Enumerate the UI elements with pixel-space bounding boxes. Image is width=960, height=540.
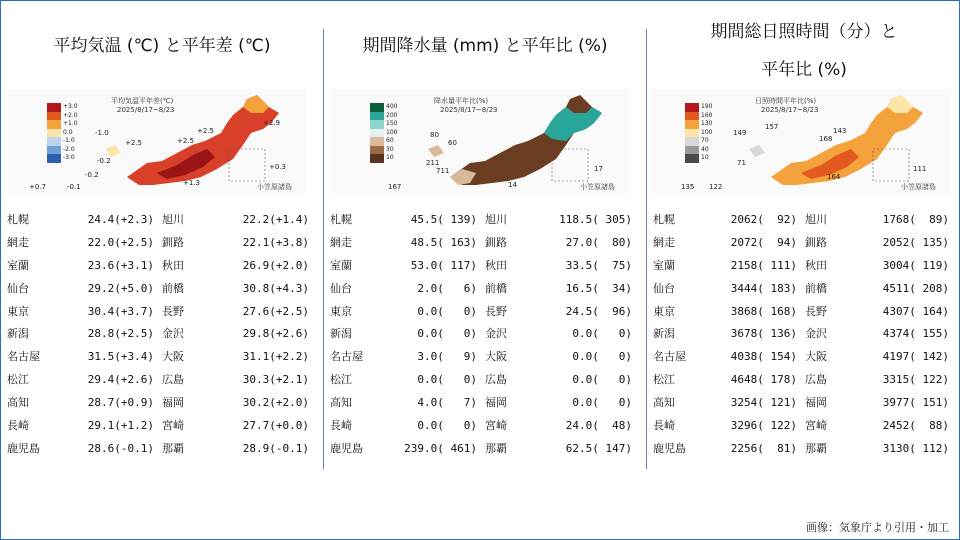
map-title: 平均気温平年差(℃) (111, 97, 174, 105)
legend-label: 30 (386, 145, 394, 153)
station-name: 東京 (653, 304, 675, 318)
station-value: 3678( 136) (730, 327, 797, 341)
station-value: 4038( 154) (730, 350, 797, 364)
station-name: 長野 (805, 304, 827, 318)
legend-label: 40 (701, 145, 709, 153)
legend-swatch (370, 120, 384, 129)
precipitation-title: 期間降水量 (mm) と平年比 (%) (362, 36, 608, 56)
station-value: 2452( 88) (882, 419, 949, 433)
map-value: 71 (737, 159, 746, 167)
station-value: 45.5( 139) (404, 213, 477, 226)
table-row (653, 438, 957, 461)
legend-item (47, 112, 78, 121)
map-title: 降水量平年比(%) (434, 97, 489, 105)
map-value: 168 (819, 135, 833, 143)
legend-swatch (47, 146, 61, 155)
station-value: 2072( 94) (730, 235, 797, 249)
station-value: 3868( 168) (730, 304, 797, 318)
sunshine-panel (647, 1, 960, 540)
legend-label: -2.0 (63, 145, 75, 153)
station-name: 釧路 (485, 235, 507, 249)
station-value: 4.0( 7) (404, 396, 477, 410)
legend-swatch (685, 112, 699, 121)
legend-label: -1.0 (63, 137, 75, 145)
legend-swatch (685, 154, 699, 163)
table-row (330, 415, 640, 438)
station-value: 0.0( 0) (559, 327, 632, 341)
table-row (7, 438, 317, 461)
table-row (653, 255, 957, 278)
legend-label: 10 (701, 154, 709, 162)
station-value: 0.0( 0) (404, 327, 477, 341)
legend-item (685, 112, 712, 121)
station-name: 松江 (653, 373, 675, 387)
map-value: +1.3 (183, 179, 200, 187)
legend-swatch (685, 103, 699, 112)
station-name: 秋田 (805, 258, 827, 272)
legend-swatch (47, 137, 61, 146)
map-value: +0.3 (269, 163, 286, 171)
image-credit: 画像：気象庁より引用・加工 (806, 521, 949, 534)
legend-swatch (47, 112, 61, 121)
legend-item (47, 137, 78, 146)
map-value: -0.2 (85, 171, 99, 179)
station-name: 東京 (330, 304, 352, 318)
station-value: 30.2(+2.0) (242, 396, 309, 410)
station-name: 室蘭 (653, 258, 675, 272)
legend-item (370, 120, 397, 129)
station-value: 0.0( 0) (559, 396, 632, 410)
legend-swatch (685, 137, 699, 146)
station-value: 22.0(+2.5) (87, 235, 154, 249)
table-row (330, 255, 640, 278)
station-value: 24.4(+2.3) (87, 213, 154, 226)
legend-item (47, 129, 78, 138)
temperature-map (7, 89, 307, 193)
legend-item (47, 146, 78, 155)
station-name: 網走 (7, 235, 29, 249)
station-name: 名古屋 (653, 350, 686, 364)
map-value: 149 (733, 129, 747, 137)
station-name: 札幌 (653, 213, 675, 226)
legend-swatch (370, 146, 384, 155)
station-value: 30.8(+4.3) (242, 281, 309, 295)
station-value: 29.2(+5.0) (87, 281, 154, 295)
station-name: 高知 (653, 396, 675, 410)
station-name: 旭川 (805, 213, 827, 226)
sunshine-title-line-1: 期間総日照時間（分）と (710, 22, 898, 42)
station-value: 28.7(+0.9) (87, 396, 154, 410)
table-row (7, 415, 317, 438)
island-shape (105, 145, 121, 157)
station-name: 東京 (7, 304, 29, 318)
map-value: +2.5 (177, 137, 194, 145)
station-value: 4307( 164) (882, 304, 949, 318)
station-name: 鹿児島 (653, 441, 686, 455)
station-value: 3.0( 9) (404, 350, 477, 364)
station-name: 宮崎 (162, 419, 184, 433)
map-value: +0.7 (29, 183, 46, 191)
legend-swatch (370, 137, 384, 146)
map-value: +2.9 (263, 119, 280, 127)
station-value: 62.5( 147) (559, 441, 632, 455)
station-value: 3296( 122) (730, 419, 797, 433)
station-name: 長野 (162, 304, 184, 318)
table-row (653, 346, 957, 369)
station-value: 0.0( 0) (559, 350, 632, 364)
station-value: 28.8(+2.5) (87, 327, 154, 341)
station-name: 新潟 (653, 327, 675, 341)
map-value: +2.5 (197, 127, 214, 135)
legend-label: 70 (701, 137, 709, 145)
station-name: 大阪 (485, 350, 507, 364)
station-name: 福岡 (805, 396, 827, 410)
legend-item (685, 129, 712, 138)
legend-item (370, 137, 397, 146)
station-value: 26.9(+2.0) (242, 258, 309, 272)
table-row (653, 278, 957, 301)
station-name: 宮崎 (805, 419, 827, 433)
station-value: 1768( 89) (882, 213, 949, 226)
station-name: 釧路 (805, 235, 827, 249)
station-value: 31.5(+3.4) (87, 350, 154, 364)
temperature-panel (1, 1, 323, 540)
map-value: 157 (765, 123, 779, 131)
station-value: 27.7(+0.0) (242, 419, 309, 433)
station-name: 長崎 (7, 419, 29, 433)
legend-label: 190 (701, 103, 713, 111)
legend-item (370, 154, 397, 163)
table-row (330, 301, 640, 324)
station-name: 網走 (653, 235, 675, 249)
legend-swatch (370, 103, 384, 112)
table-row (7, 301, 317, 324)
station-value: 3444( 183) (730, 281, 797, 295)
table-row (330, 392, 640, 415)
legend-label: 200 (386, 111, 398, 119)
station-name: 旭川 (162, 213, 184, 226)
legend-label: +3.0 (63, 103, 78, 111)
station-name: 金沢 (805, 327, 827, 341)
table-row (7, 232, 317, 255)
station-name: 名古屋 (7, 350, 40, 364)
map-value: 143 (833, 127, 847, 135)
station-value: 29.4(+2.6) (87, 373, 154, 387)
map-value: 60 (448, 139, 457, 147)
legend-item (685, 154, 712, 163)
station-name: 松江 (330, 373, 352, 387)
table-row (653, 392, 957, 415)
station-value: 2062( 92) (730, 213, 797, 226)
table-row (653, 301, 957, 324)
station-value: 4648( 178) (730, 373, 797, 387)
island-shape (428, 145, 444, 157)
station-value: 28.6(-0.1) (87, 441, 154, 455)
legend-label: 0.0 (63, 128, 73, 136)
legend-swatch (370, 112, 384, 121)
legend-label: 100 (701, 128, 713, 136)
station-name: 室蘭 (330, 258, 352, 272)
legend-swatch (370, 129, 384, 138)
station-value: 3004( 119) (882, 258, 949, 272)
table-row (7, 392, 317, 415)
station-value: 29.8(+2.6) (242, 327, 309, 341)
station-name: 広島 (485, 373, 507, 387)
map-value: +2.5 (125, 139, 142, 147)
legend-label: -3.0 (63, 154, 75, 162)
precipitation-table (330, 209, 640, 461)
station-value: 28.9(-0.1) (242, 441, 309, 455)
legend-swatch (47, 154, 61, 163)
map-value: 164 (827, 173, 841, 181)
table-row (7, 209, 317, 232)
map-value: -0.2 (97, 157, 111, 165)
station-value: 16.5( 34) (559, 281, 632, 295)
table-row (653, 232, 957, 255)
legend-label: 100 (386, 128, 398, 136)
map-value: 122 (709, 183, 723, 191)
station-value: 33.5( 75) (559, 258, 632, 272)
station-name: 那覇 (805, 441, 827, 455)
station-name: 松江 (7, 373, 29, 387)
station-name: 札幌 (7, 213, 29, 226)
station-value: 4511( 208) (882, 281, 949, 295)
station-value: 118.5( 305) (559, 213, 632, 226)
station-name: 高知 (7, 396, 29, 410)
station-value: 27.0( 80) (559, 235, 632, 249)
legend-swatch (47, 120, 61, 129)
legend-swatch (685, 120, 699, 129)
table-row (330, 278, 640, 301)
table-row (653, 209, 957, 232)
ogasawara-label: 小笠原諸島 (901, 183, 936, 191)
station-value: 3977( 151) (882, 396, 949, 410)
station-name: 名古屋 (330, 350, 363, 364)
map-value: 711 (436, 167, 450, 175)
table-row (330, 346, 640, 369)
station-value: 2158( 111) (730, 258, 797, 272)
precipitation-panel (324, 1, 646, 540)
table-row (7, 255, 317, 278)
legend-item (370, 112, 397, 121)
legend-label: 150 (386, 120, 398, 128)
legend-label: 60 (386, 137, 394, 145)
legend-item (685, 137, 712, 146)
station-value: 4197( 142) (882, 350, 949, 364)
station-name: 金沢 (485, 327, 507, 341)
map-title: 日照時間平年比(%) (755, 97, 817, 105)
station-value: 2.0( 6) (404, 281, 477, 295)
station-value: 24.0( 48) (559, 419, 632, 433)
station-name: 大阪 (805, 350, 827, 364)
table-row (330, 232, 640, 255)
station-name: 福岡 (485, 396, 507, 410)
station-value: 0.0( 0) (404, 373, 477, 387)
station-name: 金沢 (162, 327, 184, 341)
table-row (7, 323, 317, 346)
ogasawara-label: 小笠原諸島 (257, 183, 292, 191)
station-name: 那覇 (162, 441, 184, 455)
station-name: 網走 (330, 235, 352, 249)
sunshine-legend (685, 103, 712, 163)
station-name: 仙台 (653, 281, 675, 295)
map-value: 14 (508, 181, 517, 189)
temperature-title: 平均気温 (℃) と平年差 (℃) (53, 36, 271, 56)
map-value: 80 (430, 131, 439, 139)
table-row (330, 438, 640, 461)
station-name: 宮崎 (485, 419, 507, 433)
table-row (330, 323, 640, 346)
station-name: 長崎 (330, 419, 352, 433)
station-value: 3254( 121) (730, 396, 797, 410)
station-value: 22.2(+1.4) (242, 213, 309, 226)
legend-label: 130 (701, 120, 713, 128)
station-value: 23.6(+3.1) (87, 258, 154, 272)
legend-label: 160 (701, 111, 713, 119)
legend-label: 10 (386, 154, 394, 162)
station-name: 前橋 (805, 281, 827, 295)
station-value: 2052( 135) (882, 235, 949, 249)
table-row (7, 346, 317, 369)
sunshine-map (651, 89, 951, 193)
station-name: 大阪 (162, 350, 184, 364)
station-name: 広島 (162, 373, 184, 387)
map-period: 2025/8/17~8/23 (117, 106, 175, 114)
station-name: 旭川 (485, 213, 507, 226)
station-name: 室蘭 (7, 258, 29, 272)
map-period: 2025/8/17~8/23 (440, 106, 498, 114)
legend-item (685, 103, 712, 112)
map-value: 135 (681, 183, 695, 191)
station-name: 秋田 (162, 258, 184, 272)
legend-item (685, 146, 712, 155)
map-period: 2025/8/17~8/23 (761, 106, 819, 114)
station-name: 釧路 (162, 235, 184, 249)
temperature-legend (47, 103, 78, 163)
station-name: 札幌 (330, 213, 352, 226)
legend-label: 400 (386, 103, 398, 111)
legend-swatch (47, 103, 61, 112)
station-name: 前橋 (485, 281, 507, 295)
station-name: 前橋 (162, 281, 184, 295)
legend-item (47, 154, 78, 163)
station-value: 30.4(+3.7) (87, 304, 154, 318)
station-name: 秋田 (485, 258, 507, 272)
table-row (330, 209, 640, 232)
legend-swatch (47, 129, 61, 138)
station-value: 22.1(+3.8) (242, 235, 309, 249)
sunshine-table (653, 209, 957, 461)
table-row (7, 278, 317, 301)
precipitation-map (330, 89, 630, 193)
station-name: 長崎 (653, 419, 675, 433)
station-value: 30.3(+2.1) (242, 373, 309, 387)
sunshine-title-line-2: 平年比 (%) (761, 60, 847, 80)
station-value: 24.5( 96) (559, 304, 632, 318)
table-row (653, 323, 957, 346)
station-name: 新潟 (330, 327, 352, 341)
station-value: 2256( 81) (730, 441, 797, 455)
table-row (330, 369, 640, 392)
station-value: 3130( 112) (882, 441, 949, 455)
table-row (653, 369, 957, 392)
station-value: 4374( 155) (882, 327, 949, 341)
legend-label: +2.0 (63, 111, 78, 119)
station-name: 高知 (330, 396, 352, 410)
island-shape (749, 145, 765, 157)
station-value: 239.0( 461) (404, 441, 477, 455)
map-value: 167 (388, 183, 402, 191)
map-value: -0.1 (67, 183, 81, 191)
station-value: 29.1(+1.2) (87, 419, 154, 433)
station-name: 広島 (805, 373, 827, 387)
station-value: 3315( 122) (882, 373, 949, 387)
legend-item (370, 129, 397, 138)
legend-item (47, 103, 78, 112)
legend-swatch (370, 154, 384, 163)
legend-item (685, 120, 712, 129)
station-name: 鹿児島 (330, 441, 363, 455)
station-name: 那覇 (485, 441, 507, 455)
legend-swatch (685, 146, 699, 155)
legend-item (370, 103, 397, 112)
table-row (7, 369, 317, 392)
station-value: 0.0( 0) (404, 304, 477, 318)
station-value: 53.0( 117) (404, 258, 477, 272)
table-row (653, 415, 957, 438)
station-name: 長野 (485, 304, 507, 318)
map-value: -1.0 (95, 129, 109, 137)
station-name: 仙台 (7, 281, 29, 295)
legend-item (370, 146, 397, 155)
station-value: 27.6(+2.5) (242, 304, 309, 318)
station-value: 0.0( 0) (404, 419, 477, 433)
station-value: 0.0( 0) (559, 373, 632, 387)
station-name: 新潟 (7, 327, 29, 341)
temperature-table (7, 209, 317, 461)
station-name: 鹿児島 (7, 441, 40, 455)
station-value: 31.1(+2.2) (242, 350, 309, 364)
station-name: 仙台 (330, 281, 352, 295)
ogasawara-label: 小笠原諸島 (580, 183, 615, 191)
legend-label: +1.0 (63, 120, 78, 128)
legend-item (47, 120, 78, 129)
station-name: 福岡 (162, 396, 184, 410)
station-value: 48.5( 163) (404, 235, 477, 249)
precipitation-legend (370, 103, 397, 163)
map-value: 211 (426, 159, 440, 167)
legend-swatch (685, 129, 699, 138)
map-value: 17 (594, 165, 603, 173)
map-value: 111 (913, 165, 927, 173)
